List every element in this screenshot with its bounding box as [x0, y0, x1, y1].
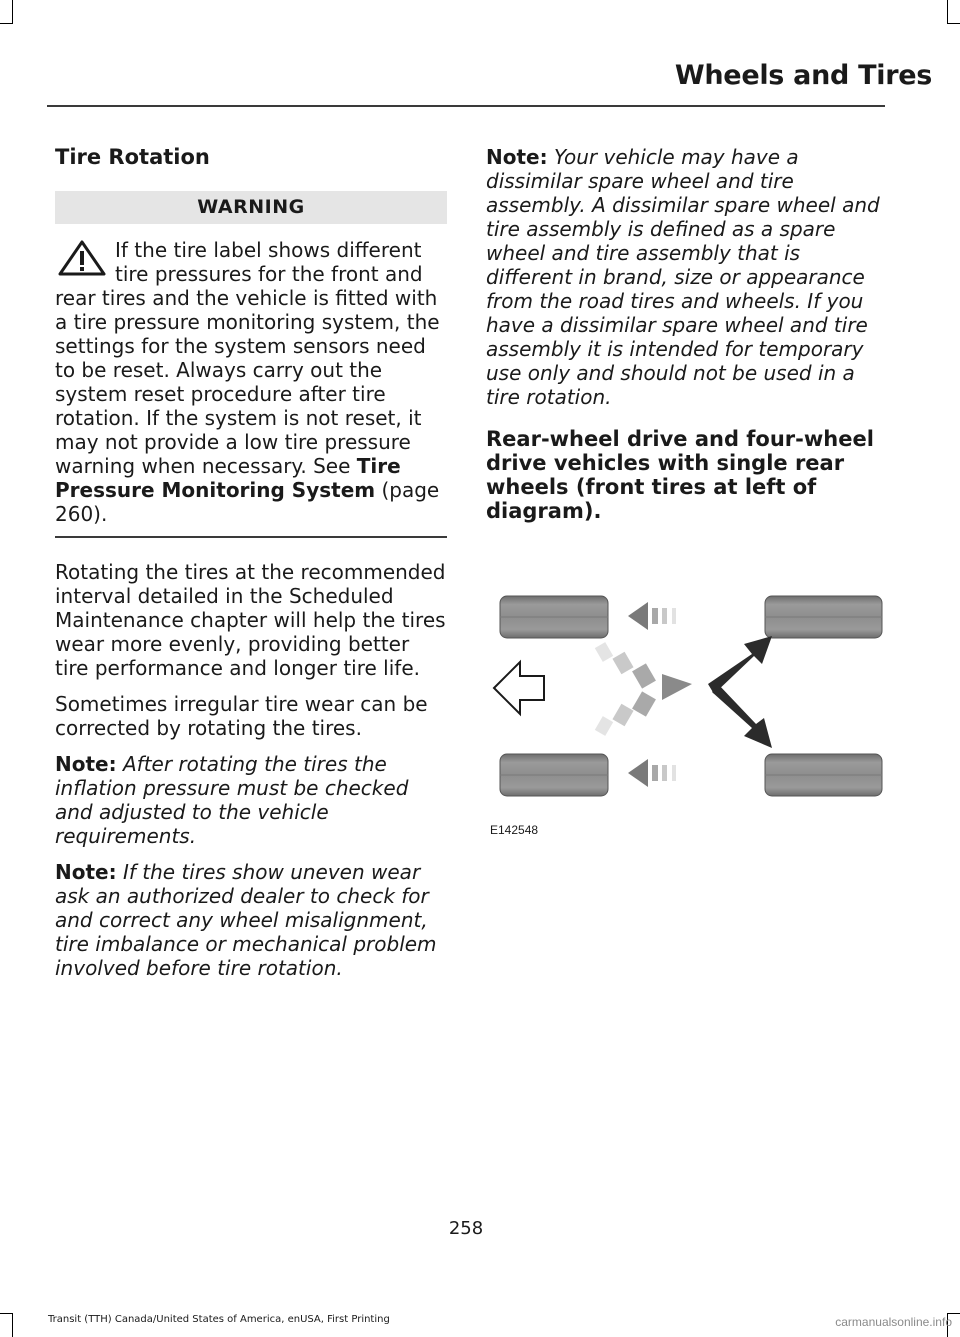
note-dissimilar-spare [486, 145, 886, 409]
warning-divider [55, 536, 447, 538]
warning-bar: WARNING [55, 191, 447, 224]
page-reference: (page 260). [55, 478, 440, 526]
footer-print-info: Transit (TTH) Canada/United States of America, enUSA, First Printing [48, 1314, 390, 1325]
direction-arrow-icon [494, 662, 544, 714]
note-label: Note: [486, 145, 548, 169]
note-text: If the tires show uneven wear ask an authorized dealer to check for and correct any wheel misalignment, tire imbalance or mechanical problem involved before tire rotation. [55, 860, 437, 980]
note-label: Note: [55, 860, 117, 884]
tire-rear-left [765, 596, 882, 638]
tire-front-left [500, 596, 608, 638]
note-text: Your vehicle may have a dissimilar spare wheel and tire assembly. A dissimilar spare wheel and tire assembly is defined as a spare wheel and tire assembly that is different in brand, size or appearance from the road tires and wheels. If you have a dissimilar spare wheel and tire assembly it is intended for temporary use only and should not be used in a tire rotation. [486, 145, 880, 409]
crop-mark [12, 0, 13, 24]
crossing-dashes [595, 642, 692, 736]
crop-mark [947, 1313, 960, 1314]
warning-text: If the tire label shows different tire pressures for the front and rear tires and the vehicle is fitted with a tire pressure monitoring system, the settings for the system sensors need to be reset. Always carry out the system reset procedure after tire rotation. If the system is not reset, it may not provide a low tire pressure warning when necessary. See [55, 238, 440, 478]
warning-triangle-icon [57, 240, 107, 276]
page-header-title: Wheels and Tires [674, 60, 932, 91]
section-heading: Tire Rotation [55, 145, 210, 169]
right-column [486, 145, 886, 523]
note-uneven-wear [55, 860, 447, 980]
crop-mark [947, 0, 948, 24]
tire-rear-right [765, 754, 882, 796]
diagram-id: E142548 [490, 823, 539, 837]
arrow-front-to-rear-bottom [712, 684, 772, 748]
rotation-paragraph: Rotating the tires at the recommended interval detailed in the Scheduled Maintenance chapter will help the tires wear more evenly, providing better tire performance and longer tire life. [55, 560, 446, 680]
warning-body [55, 238, 447, 526]
header-divider [47, 105, 885, 107]
tire-front-right [500, 754, 608, 796]
crop-mark [947, 23, 960, 24]
arrow-rear-to-front-bottom [628, 759, 676, 787]
tpms-link[interactable]: Tire Pressure Monitoring System [55, 454, 401, 502]
note-label: Note: [55, 752, 117, 776]
note-inflation [55, 752, 447, 848]
crop-mark [0, 23, 13, 24]
watermark: carmanualsonline.info [835, 1315, 952, 1329]
left-column [55, 145, 447, 992]
irregular-wear-paragraph: Sometimes irregular tire wear can be corrected by rotating the tires. [55, 692, 428, 740]
crop-mark [0, 1313, 13, 1314]
diagram-heading: Rear-wheel drive and four-wheel drive vehicles with single rear wheels (front tires at left of diagram). [486, 427, 874, 523]
tire-rotation-diagram [486, 588, 886, 840]
page-number: 258 [448, 1218, 484, 1239]
arrow-rear-to-front-top [628, 602, 676, 630]
note-text: After rotating the tires the inflation pressure must be checked and adjusted to the vehicle requirements. [55, 752, 409, 848]
crop-mark [12, 1313, 13, 1337]
